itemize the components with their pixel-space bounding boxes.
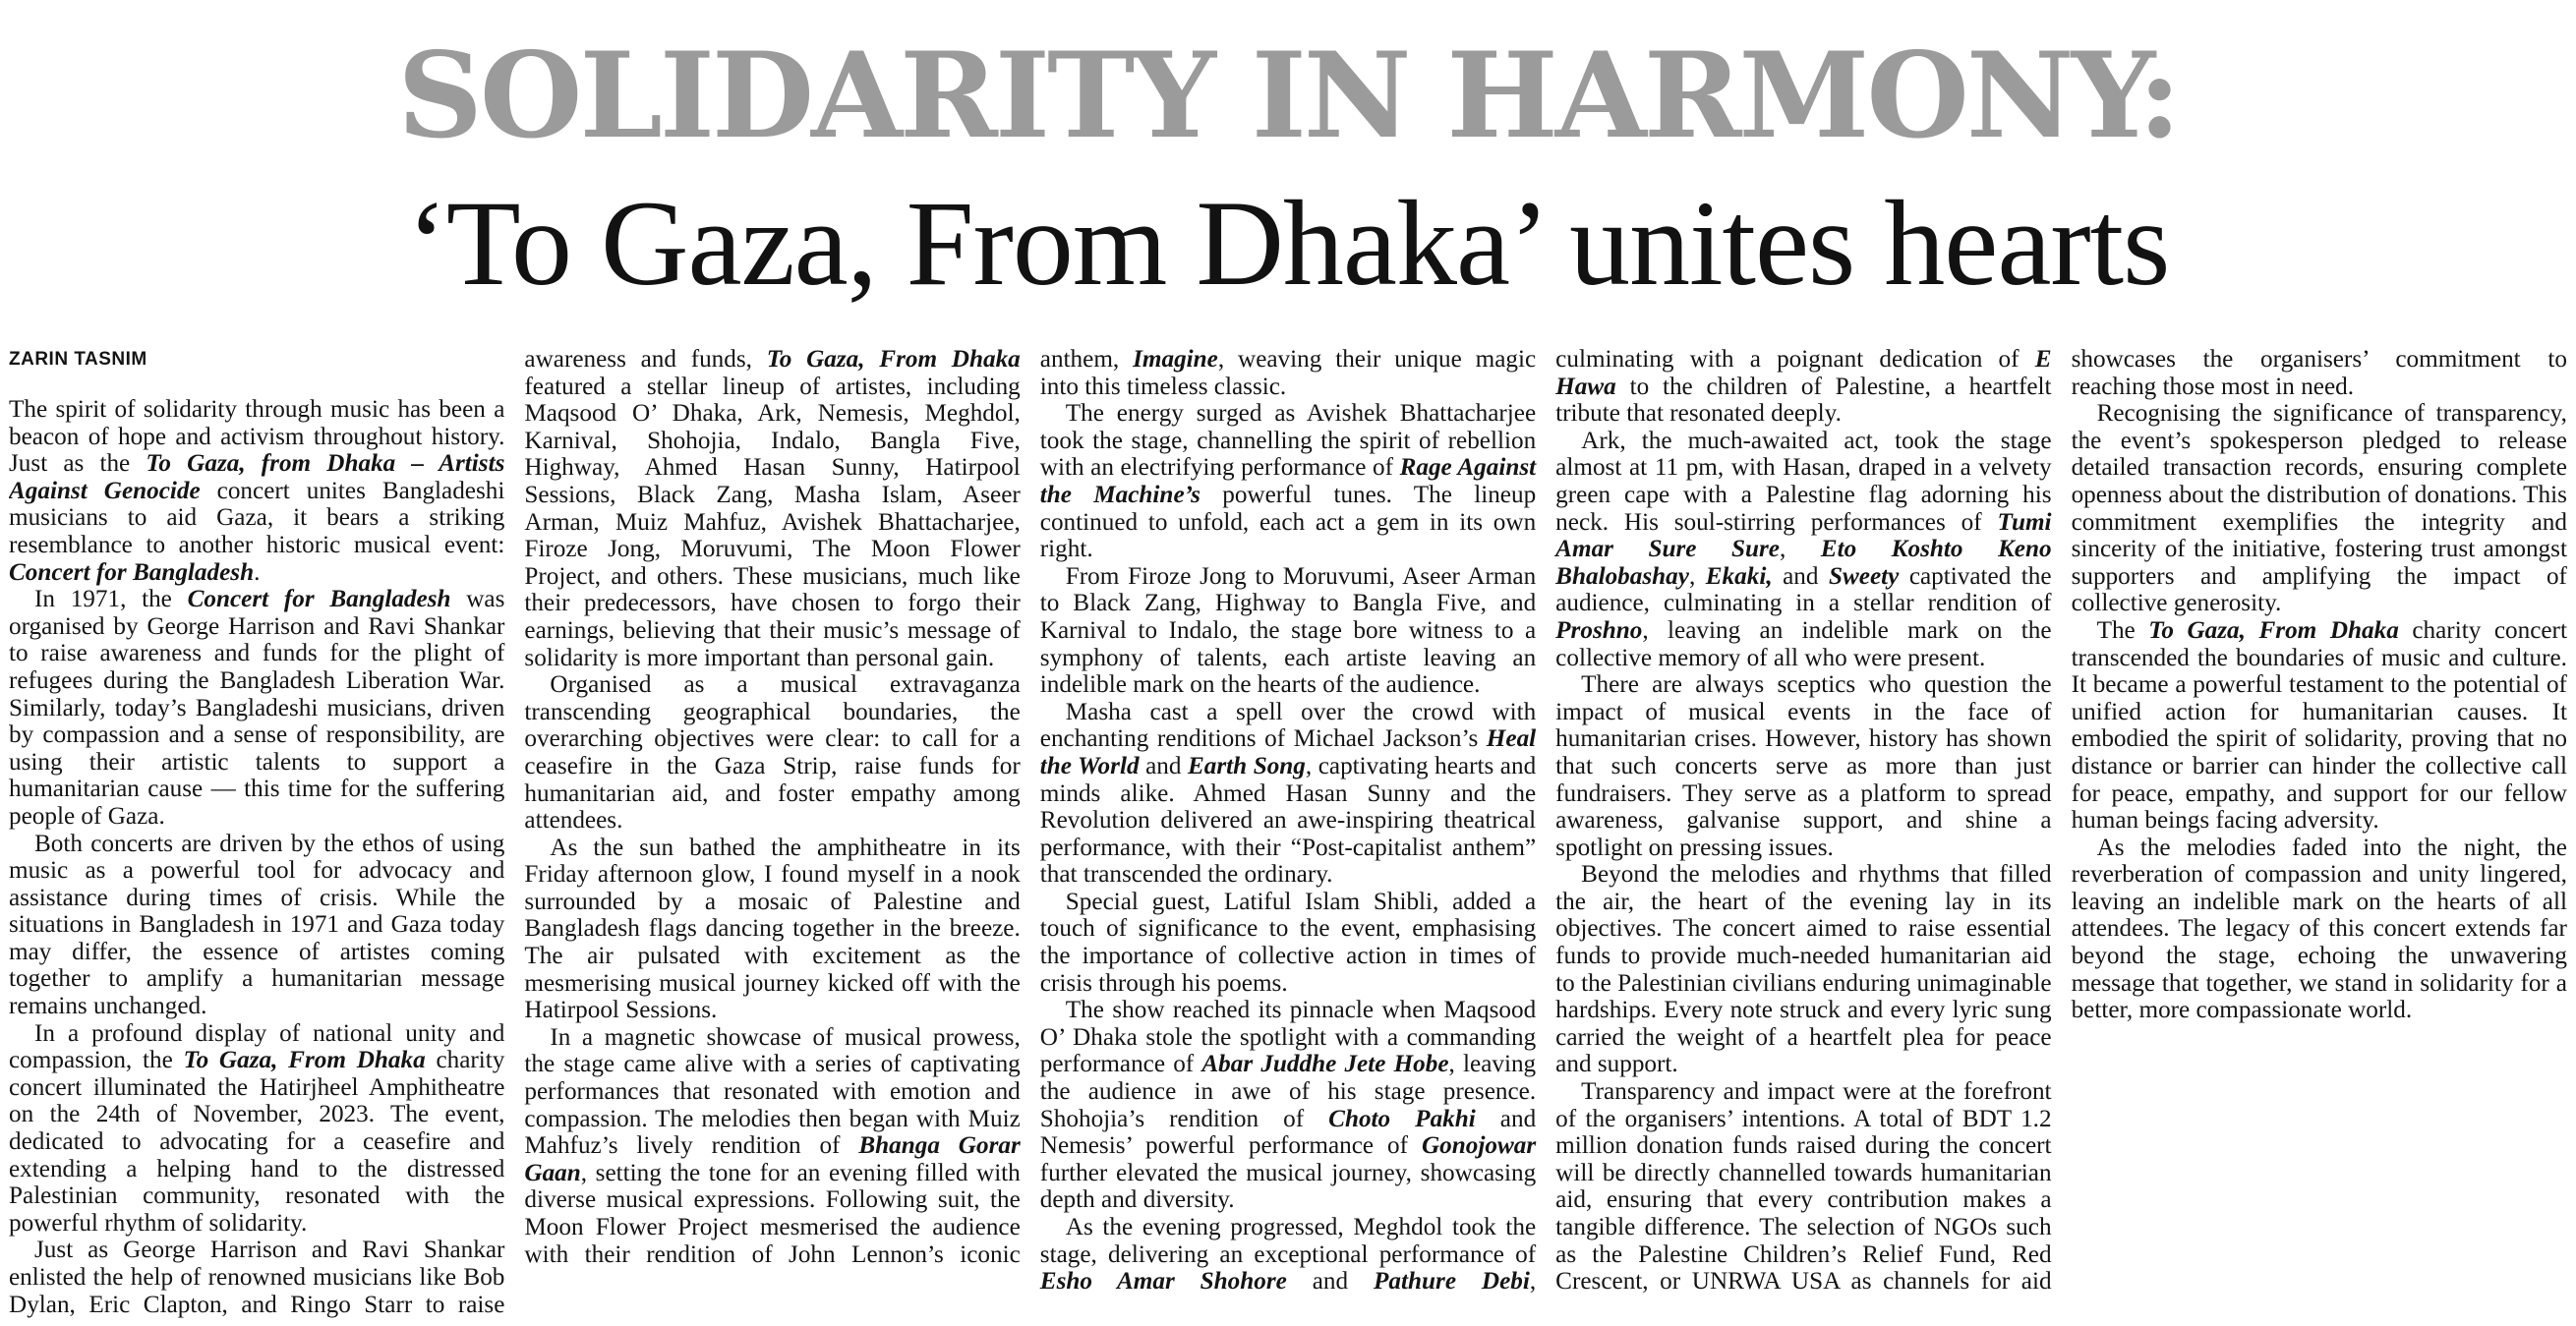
paragraph-text: As the evening progressed, Meghdol took the stage, delivering an exceptional performance of bbox=[1039, 1214, 1537, 1268]
emphasized-title: Ekaki, bbox=[1705, 562, 1773, 590]
emphasized-title: To Gaza, From Dhaka bbox=[2148, 616, 2399, 644]
paragraph-text: and Nemesis’ powerful performance of bbox=[1039, 1105, 1537, 1160]
paragraph-text: and bbox=[1139, 752, 1188, 779]
paragraph-text: , culminating with a poignant dedication of bbox=[1529, 346, 2035, 1296]
paragraph-text: featured a stellar lineup of artistes, including Maqsood O’ Dhaka, Ark, Nemesis, Meghdol, Karnival, Shohojia, Indalo, Bangla Five, Highway, Ahmed Hasan Sunny, Hatirpool Sessions, Black Zang, Masha Islam, Aseer Arman, Muiz Mahfuz, Avishek Bhattacharjee, Firoze Jong, Moruvumi, The Moon Flower Project, and others. These musicians, much like their predecessors, have chosen to forgo their earnings, believing that their music’s message of solidarity is more important than personal gain. bbox=[524, 373, 1021, 671]
article-paragraph bbox=[9, 1020, 504, 1238]
paragraph-text: . bbox=[254, 558, 261, 586]
emphasized-title: To Gaza, From Dhaka bbox=[183, 1047, 426, 1074]
paragraph-text: In a profound display of national unity and compassion, the bbox=[9, 1019, 505, 1074]
headline-title: ‘To Gaza, From Dhaka’ unites hearts bbox=[406, 176, 2170, 311]
emphasized-title: E Hawa bbox=[1555, 346, 2052, 400]
paragraph-text: further elevated the musical journey, showcasing depth and diversity. bbox=[1039, 1159, 1537, 1214]
article-paragraph bbox=[524, 671, 1020, 835]
paragraph-text: , leaving an indelible mark on the collective memory of all who were present. bbox=[1555, 616, 2052, 671]
paragraph-text: concert unites Bangladeshi musicians to aid Gaza, it bears a striking resemblance to another historic musical event: bbox=[9, 477, 505, 558]
paragraph-text: Both concerts are driven by the ethos of using music as a powerful tool for advocacy and assistance during times of crisis. While the situations in Bangladesh in 1971 and Gaza today may differ, the essence of artistes coming together to amplify a humanitarian message remains unchanged. bbox=[9, 830, 505, 1020]
article-paragraph bbox=[524, 835, 1020, 1024]
paragraph-text: and bbox=[1286, 1268, 1375, 1296]
article-paragraph bbox=[1555, 671, 2051, 861]
emphasized-title: To Gaza, from Dhaka – Artists Against Genocide bbox=[9, 450, 505, 504]
paragraph-text: , leaving the audience in awe of his stage presence. Shohojia’s rendition of bbox=[1039, 1051, 1537, 1132]
paragraph-text: Organised as a musical extravaganza transcending geographical boundaries, the overarching objectives were clear: to call for a ceasefire in the Gaza Strip, raise funds for humanitarian aid, and foster empathy among attendees. bbox=[524, 671, 1021, 835]
emphasized-title: Gonojowar bbox=[1421, 1132, 1537, 1160]
emphasized-title: Eto Koshto Keno Bhalobashay bbox=[1555, 536, 2052, 590]
paragraph-text: The show reached its pinnacle when Maqsood O’ Dhaka stole the spotlight with a commanding performance of bbox=[1039, 997, 1537, 1078]
emphasized-title: Abar Juddhe Jete Hobe bbox=[1201, 1051, 1449, 1078]
article-paragraph bbox=[2072, 400, 2567, 617]
article-paragraph bbox=[1555, 428, 2051, 671]
article-paragraph bbox=[9, 396, 504, 586]
article-paragraph bbox=[1040, 400, 1536, 563]
paragraph-text: The spirit of solidarity through music has been a beacon of hope and activism throughout history. Just as the bbox=[9, 396, 505, 478]
paragraph-text: was organised by George Harrison and Ravi Shankar to raise awareness and funds for the plight of refugees during the Bangladesh Liberation War. Similarly, today’s Bangladeshi musicians, driven by compassion and a sense of responsibility, are using their artistic talents to support a humanitarian cause — this time for the suffering people of Gaza. bbox=[9, 586, 505, 830]
paragraph-text: captivated the audience, culminating in a stellar rendition of bbox=[1555, 562, 2052, 617]
article-paragraph bbox=[2072, 835, 2567, 1024]
emphasized-title: Earth Song bbox=[1187, 752, 1306, 779]
article-paragraph bbox=[1040, 699, 1536, 889]
emphasized-title: Bhanga Gorar Gaan bbox=[524, 1132, 1021, 1186]
paragraph-text: , captivating hearts and minds alike. Ahmed Hasan Sunny and the Revolution delivered an awe-inspiring theatrical performance, with their “Post-capitalist anthem” that transcended the ordinary. bbox=[1039, 752, 1537, 889]
paragraph-text: Ark, the much-awaited act, took the stage almost at 11 pm, with Hasan, draped in a velvety green cape with a Palestine flag adorning his neck. His soul-stirring performances of bbox=[1555, 427, 2052, 536]
paragraph-text: Just as George Harrison and Ravi Shankar enlisted the help of renowned musicians like Bob Dylan, Eric Clapton, and Ringo Starr to raise awareness and funds, bbox=[9, 346, 767, 1318]
paragraph-text: There are always sceptics who question the impact of musical events in the face of humanitarian crises. However, history has shown that such concerts serve as more than just fundraisers. They serve as a platform to spread awareness, galvanise support, and shine a spotlight on pressing issues. bbox=[1555, 671, 2052, 861]
emphasized-title: Proshno bbox=[1555, 616, 1643, 644]
paragraph-text: In 1971, the bbox=[34, 586, 188, 613]
emphasized-title: Esho Amar Shohore bbox=[1039, 1268, 1287, 1296]
paragraph-text: The energy surged as Avishek Bhattacharjee took the stage, channelling the spirit of rebellion with an electrifying performance of bbox=[1039, 400, 1537, 482]
emphasized-title: Concert for Bangladesh bbox=[187, 586, 451, 613]
paragraph-text: powerful tunes. The lineup continued to unfold, each act a gem in its own right. bbox=[1039, 481, 1537, 563]
article-body bbox=[9, 346, 2567, 1319]
paragraph-text: Beyond the melodies and rhythms that filled the air, the heart of the evening lay in its objectives. The concert aimed to raise essential funds to provide much-needed humanitarian aid to the Palestinian civilians enduring unimaginable hardships. Every note struck and every lyric sung carried the weight of a heartfelt plea for peace and support. bbox=[1555, 861, 2052, 1078]
article-paragraph bbox=[1040, 889, 1536, 997]
article-paragraph bbox=[1040, 997, 1536, 1214]
paragraph-text: , bbox=[1688, 562, 1706, 590]
paragraph-text: The bbox=[2096, 616, 2149, 644]
article-paragraph bbox=[1040, 563, 1536, 699]
paragraph-text: and bbox=[1772, 562, 1829, 590]
paragraph-text: In a magnetic showcase of musical prowess, the stage came alive with a series of captivating performances that resonated with emotion and compassion. The melodies then began with Muiz Mahfuz’s lively rendition of bbox=[524, 1023, 1021, 1160]
paragraph-text: , setting the tone for an evening filled with diverse musical expressions. Following suit, the Moon Flower Project mesmerised the audience with their rendition of John Lennon’s iconic anthem, bbox=[524, 346, 1134, 1268]
paragraph-text: to the children of Palestine, a heartfelt tribute that resonated deeply. bbox=[1555, 373, 2052, 428]
article-paragraph bbox=[9, 831, 504, 1020]
emphasized-title: Imagine bbox=[1133, 346, 1218, 373]
paragraph-text: As the sun bathed the amphitheatre in its Friday afternoon glow, I found myself in a nook surrounded by a mosaic of Palestine and Bangladesh flags dancing together in the breeze. The air pulsated with excitement as the mesmerising musical journey kicked off with the Hatirpool Sessions. bbox=[524, 834, 1021, 1024]
emphasized-title: Rage Against the Machine’s bbox=[1039, 454, 1537, 508]
emphasized-title: Heal the World bbox=[1039, 725, 1537, 779]
emphasized-title: Tumi Amar Sure Sure bbox=[1555, 508, 2052, 563]
article-paragraph bbox=[2072, 617, 2567, 835]
article-paragraph bbox=[1555, 861, 2051, 1078]
article-paragraph bbox=[9, 586, 504, 830]
paragraph-text: Transparency and impact were at the forefront of the organisers’ intentions. A total of BDT 1.2 million donation funds raised during the concert will be directly channelled towards humanitarian aid, ensuring that every contribution makes a tangible difference. The selection of NGOs such as the Palestine Children’s Relief Fund, Red Crescent, or UNRWA USA as channels for aid showcases the organisers’ commitment to reaching those most in need. bbox=[1555, 346, 2567, 1296]
paragraph-text: charity concert illuminated the Hatirjheel Amphitheatre on the 24th of November, 2023. The event, dedicated to advocating for a ceasefire and extending a helping hand to the distressed Palestinian community, resonated with the powerful rhythm of solidarity. bbox=[9, 1047, 505, 1237]
emphasized-title: Concert for Bangladesh bbox=[9, 558, 255, 586]
paragraph-text: , bbox=[1779, 536, 1821, 563]
paragraph-text: Special guest, Latiful Islam Shibli, added a touch of significance to the event, emphasising the importance of collective action in times of crisis through his poems. bbox=[1039, 888, 1537, 997]
emphasized-title: Choto Pakhi bbox=[1328, 1105, 1476, 1132]
emphasized-title: Sweety bbox=[1828, 562, 1900, 590]
paragraph-text: Recognising the significance of transparency, the event’s spokesperson pledged to release detailed transaction records, ensuring complete openness about the distribution of donations. This commitment exemplifies the integrity and sincerity of the initiative, fostering trust amongst supporters and amplifying the impact of collective generosity. bbox=[2071, 400, 2567, 617]
emphasized-title: To Gaza, From Dhaka bbox=[766, 346, 1021, 373]
paragraph-text: charity concert transcended the boundaries of music and culture. It became a powerful testament to the potential of unified action for humanitarian causes. It embodied the spirit of solidarity, proving that no distance or barrier can hinder the collective call for peace, empathy, and support for our fellow human beings facing adversity. bbox=[2071, 616, 2567, 835]
paragraph-text: From Firoze Jong to Moruvumi, Aseer Arman to Black Zang, Highway to Bangla Five, and Karnival to Indalo, the stage bore witness to a symphony of talents, each artiste leaving an indelible mark on the hearts of the audience. bbox=[1039, 562, 1537, 699]
paragraph-text: As the melodies faded into the night, the reverberation of compassion and unity lingered, leaving an indelible mark on the hearts of all attendees. The legacy of this concert extends far beyond the stage, echoing the unwavering message that together, we stand in solidarity for a better, more compassionate world. bbox=[2071, 834, 2567, 1024]
emphasized-title: Pathure Debi bbox=[1374, 1268, 1530, 1296]
paragraph-text: Masha cast a spell over the crowd with enchanting renditions of Michael Jackson’s bbox=[1039, 698, 1537, 753]
headline-kicker: SOLIDARITY IN HARMONY: bbox=[397, 27, 2179, 165]
paragraph-text: , weaving their unique magic into this timeless classic. bbox=[1039, 346, 1537, 400]
byline: ZARIN TASNIM bbox=[9, 349, 147, 370]
